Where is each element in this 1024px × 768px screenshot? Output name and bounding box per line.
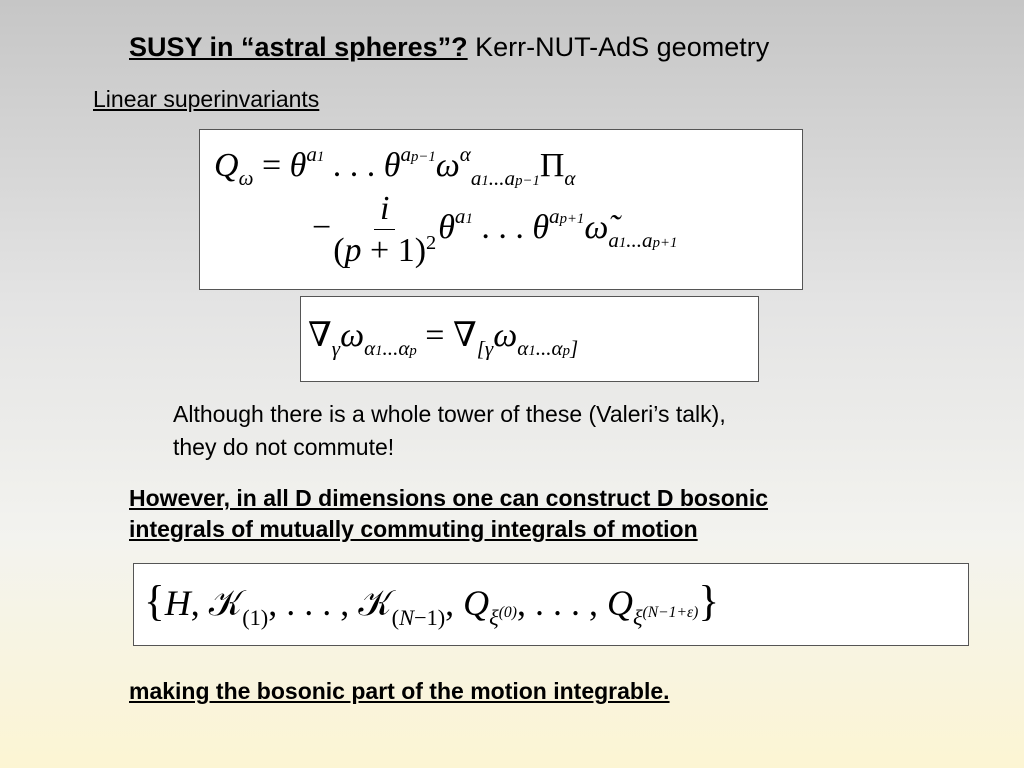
equation-box-integrals [133,563,969,646]
note-line-1: Although there is a whole tower of these (Valeri’s talk), [173,401,726,427]
equation-box-killing [300,296,759,382]
section-subtitle: Linear superinvariants [93,86,320,112]
slide-title [129,32,769,63]
highlight-text [129,483,768,545]
equation-killing: $\nabla_\gamma\omega_{\alpha 1...\alpha p} = \nabla_{[\gamma}\omega_{\alpha 1...\alpha p]}$ [308,317,579,361]
conclusion-text: making the bosonic part of the motion integrable. [129,678,670,704]
note-text [173,398,726,464]
highlight-line-1: However, in all D dimensions one can construct D bosonic [129,485,769,511]
equation-integrals: {H, 𝒦$_{(1)}$, . . . , 𝒦$_{(N-1)}$, $Q_{\xi^{(0)}}$, . . . , $Q_{\xi^{(N-1+\varepsilon)}}$} [144,578,720,631]
note-line-2: they do not commute! [173,434,395,460]
title-lead: SUSY in “astral spheres”? [129,32,468,62]
equation-q-omega-line1: $Q_\omega = \theta^{a1}$ . . . $\theta^{ap-1}\omega^\alpha_{a1...ap-1}\Pi_\alpha$ [214,142,576,191]
equation-box-q-omega [199,129,803,290]
title-rest: Kerr-NUT-AdS geometry [467,32,770,62]
highlight-line-2: integrals of mutually commuting integrals of motion [129,516,698,542]
equation-q-omega-line2: − $\frac{i}{(p + 1)^2}$ $\theta^{a1}$ . . . $\theta^{ap+1}\omegã_{a1...ap+1}$ [312,190,678,270]
